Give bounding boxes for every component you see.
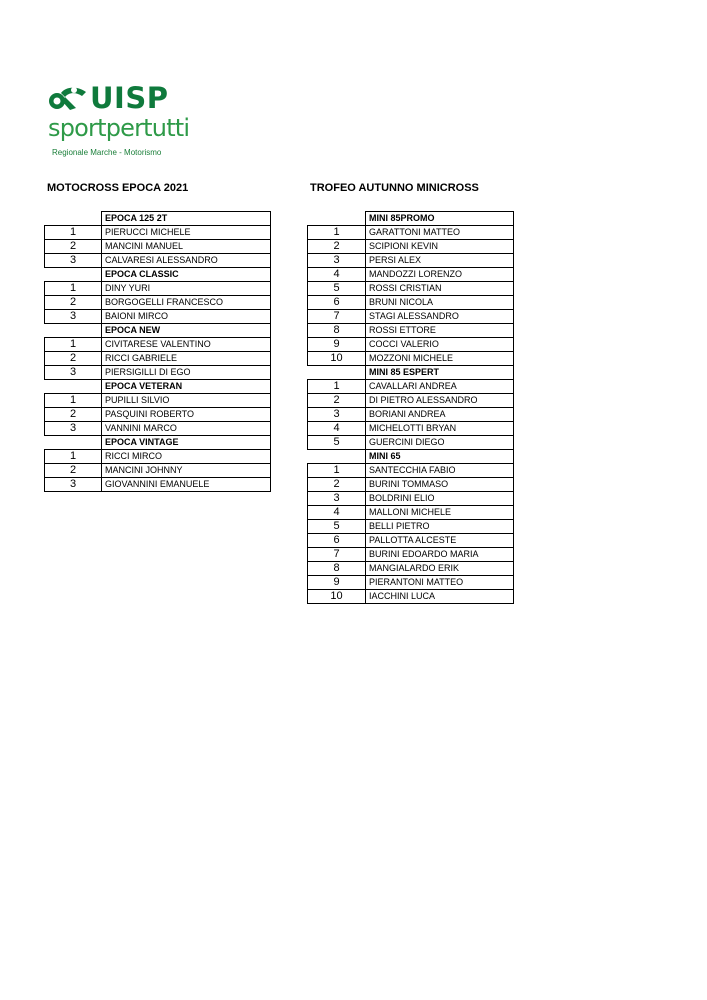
category-header-row	[308, 366, 514, 380]
rider-name-cell: CALVARESI ALESSANDRO	[102, 254, 271, 268]
category-header-row	[45, 380, 271, 394]
category-name: EPOCA NEW	[102, 324, 271, 338]
category-header-row	[45, 268, 271, 282]
position-cell: 2	[308, 478, 366, 492]
result-row	[308, 240, 514, 254]
category-spacer	[308, 212, 366, 226]
result-row	[45, 282, 271, 296]
minicross-results-table	[307, 211, 514, 604]
rider-name-cell: CIVITARESE VALENTINO	[102, 338, 271, 352]
result-row	[308, 352, 514, 366]
category-name: MINI 85 ESPERT	[366, 366, 514, 380]
result-row	[45, 352, 271, 366]
category-header-row	[308, 450, 514, 464]
position-cell: 2	[45, 240, 102, 254]
position-cell: 3	[45, 366, 102, 380]
result-row	[308, 464, 514, 478]
category-spacer	[45, 380, 102, 394]
rider-name-cell: PIERANTONI MATTEO	[366, 576, 514, 590]
result-row	[308, 282, 514, 296]
result-row	[308, 548, 514, 562]
rider-name-cell: BORGOGELLI FRANCESCO	[102, 296, 271, 310]
rider-name-cell: VANNINI MARCO	[102, 422, 271, 436]
position-cell: 8	[308, 562, 366, 576]
position-cell: 7	[308, 310, 366, 324]
result-row	[45, 338, 271, 352]
result-row	[308, 254, 514, 268]
rider-name-cell: MANDOZZI LORENZO	[366, 268, 514, 282]
position-cell: 10	[308, 352, 366, 366]
result-row	[45, 394, 271, 408]
result-row	[308, 478, 514, 492]
rider-name-cell: BELLI PIETRO	[366, 520, 514, 534]
category-name: EPOCA VINTAGE	[102, 436, 271, 450]
category-header-row	[45, 212, 271, 226]
rider-name-cell: MICHELOTTI BRYAN	[366, 422, 514, 436]
position-cell: 4	[308, 506, 366, 520]
logo-top	[48, 81, 198, 115]
category-name: EPOCA VETERAN	[102, 380, 271, 394]
result-row	[45, 226, 271, 240]
result-row	[45, 254, 271, 268]
position-cell: 3	[45, 478, 102, 492]
position-cell: 1	[308, 226, 366, 240]
category-name: MINI 85PROMO	[366, 212, 514, 226]
result-row	[308, 506, 514, 520]
result-row	[308, 310, 514, 324]
rider-name-cell: SCIPIONI KEVIN	[366, 240, 514, 254]
result-row	[45, 422, 271, 436]
result-row	[308, 394, 514, 408]
rider-name-cell: BOLDRINI ELIO	[366, 492, 514, 506]
position-cell: 3	[308, 408, 366, 422]
position-cell: 1	[308, 464, 366, 478]
result-row	[308, 576, 514, 590]
result-row	[308, 338, 514, 352]
result-row	[308, 408, 514, 422]
result-row	[308, 492, 514, 506]
result-row	[45, 408, 271, 422]
rider-name-cell: RICCI MIRCO	[102, 450, 271, 464]
position-cell: 1	[45, 226, 102, 240]
category-spacer	[45, 324, 102, 338]
category-name: MINI 65	[366, 450, 514, 464]
uisp-logo	[48, 81, 198, 160]
position-cell: 3	[45, 310, 102, 324]
result-row	[45, 240, 271, 254]
position-cell: 1	[45, 450, 102, 464]
rider-name-cell: COCCI VALERIO	[366, 338, 514, 352]
result-row	[45, 478, 271, 492]
logo-brand: UISP	[90, 81, 169, 115]
position-cell: 1	[45, 394, 102, 408]
position-cell: 2	[45, 296, 102, 310]
category-spacer	[45, 436, 102, 450]
result-row	[45, 450, 271, 464]
rider-name-cell: ROSSI CRISTIAN	[366, 282, 514, 296]
position-cell: 1	[45, 338, 102, 352]
position-cell: 4	[308, 422, 366, 436]
logo-subtitle: Regionale Marche - Motorismo	[52, 148, 162, 157]
position-cell: 3	[308, 492, 366, 506]
category-header-row	[308, 212, 514, 226]
rider-name-cell: PALLOTTA ALCESTE	[366, 534, 514, 548]
result-row	[308, 436, 514, 450]
category-spacer	[308, 450, 366, 464]
position-cell: 4	[308, 268, 366, 282]
category-header-row	[45, 436, 271, 450]
category-spacer	[45, 212, 102, 226]
rider-name-cell: BURINI EDOARDO MARIA	[366, 548, 514, 562]
rider-name-cell: STAGI ALESSANDRO	[366, 310, 514, 324]
rider-name-cell: GARATTONI MATTEO	[366, 226, 514, 240]
rider-name-cell: MANGIALARDO ERIK	[366, 562, 514, 576]
position-cell: 2	[308, 240, 366, 254]
rider-icon	[48, 84, 88, 112]
category-header-row	[45, 324, 271, 338]
result-row	[308, 422, 514, 436]
rider-name-cell: DINY YURI	[102, 282, 271, 296]
heading-motocross-epoca: MOTOCROSS EPOCA 2021	[47, 182, 189, 194]
rider-name-cell: BAIONI MIRCO	[102, 310, 271, 324]
position-cell: 8	[308, 324, 366, 338]
rider-name-cell: PERSI ALEX	[366, 254, 514, 268]
position-cell: 3	[308, 254, 366, 268]
position-cell: 2	[45, 408, 102, 422]
result-row	[45, 296, 271, 310]
rider-name-cell: BRUNI NICOLA	[366, 296, 514, 310]
rider-name-cell: GIOVANNINI EMANUELE	[102, 478, 271, 492]
result-row	[308, 296, 514, 310]
result-row	[308, 590, 514, 604]
position-cell: 5	[308, 436, 366, 450]
result-row	[308, 534, 514, 548]
result-row	[308, 226, 514, 240]
rider-name-cell: SANTECCHIA FABIO	[366, 464, 514, 478]
position-cell: 6	[308, 296, 366, 310]
position-cell: 5	[308, 282, 366, 296]
position-cell: 9	[308, 576, 366, 590]
rider-name-cell: PIERUCCI MICHELE	[102, 226, 271, 240]
position-cell: 1	[45, 282, 102, 296]
rider-name-cell: PUPILLI SILVIO	[102, 394, 271, 408]
category-spacer	[45, 268, 102, 282]
result-row	[308, 380, 514, 394]
rider-name-cell: MALLONI MICHELE	[366, 506, 514, 520]
position-cell: 9	[308, 338, 366, 352]
result-row	[45, 464, 271, 478]
rider-name-cell: ROSSI ETTORE	[366, 324, 514, 338]
result-row	[45, 310, 271, 324]
rider-name-cell: IACCHINI LUCA	[366, 590, 514, 604]
rider-name-cell: MANCINI JOHNNY	[102, 464, 271, 478]
rider-name-cell: MOZZONI MICHELE	[366, 352, 514, 366]
position-cell: 6	[308, 534, 366, 548]
category-name: EPOCA 125 2T	[102, 212, 271, 226]
rider-name-cell: BORIANI ANDREA	[366, 408, 514, 422]
epoca-results-table	[44, 211, 271, 492]
position-cell: 10	[308, 590, 366, 604]
result-row	[308, 562, 514, 576]
rider-name-cell: RICCI GABRIELE	[102, 352, 271, 366]
result-row	[308, 520, 514, 534]
rider-name-cell: GUERCINI DIEGO	[366, 436, 514, 450]
rider-name-cell: DI PIETRO ALESSANDRO	[366, 394, 514, 408]
category-name: EPOCA CLASSIC	[102, 268, 271, 282]
position-cell: 3	[45, 254, 102, 268]
result-row	[45, 366, 271, 380]
position-cell: 2	[308, 394, 366, 408]
position-cell: 1	[308, 380, 366, 394]
heading-trofeo-minicross: TROFEO AUTUNNO MINICROSS	[310, 182, 479, 194]
rider-name-cell: BURINI TOMMASO	[366, 478, 514, 492]
logo-tagline: sportpertutti	[48, 114, 190, 142]
rider-name-cell: PASQUINI ROBERTO	[102, 408, 271, 422]
position-cell: 3	[45, 422, 102, 436]
position-cell: 5	[308, 520, 366, 534]
rider-name-cell: CAVALLARI ANDREA	[366, 380, 514, 394]
rider-name-cell: MANCINI MANUEL	[102, 240, 271, 254]
position-cell: 7	[308, 548, 366, 562]
position-cell: 2	[45, 352, 102, 366]
category-spacer	[308, 366, 366, 380]
result-row	[308, 324, 514, 338]
result-row	[308, 268, 514, 282]
rider-name-cell: PIERSIGILLI DI EGO	[102, 366, 271, 380]
position-cell: 2	[45, 464, 102, 478]
